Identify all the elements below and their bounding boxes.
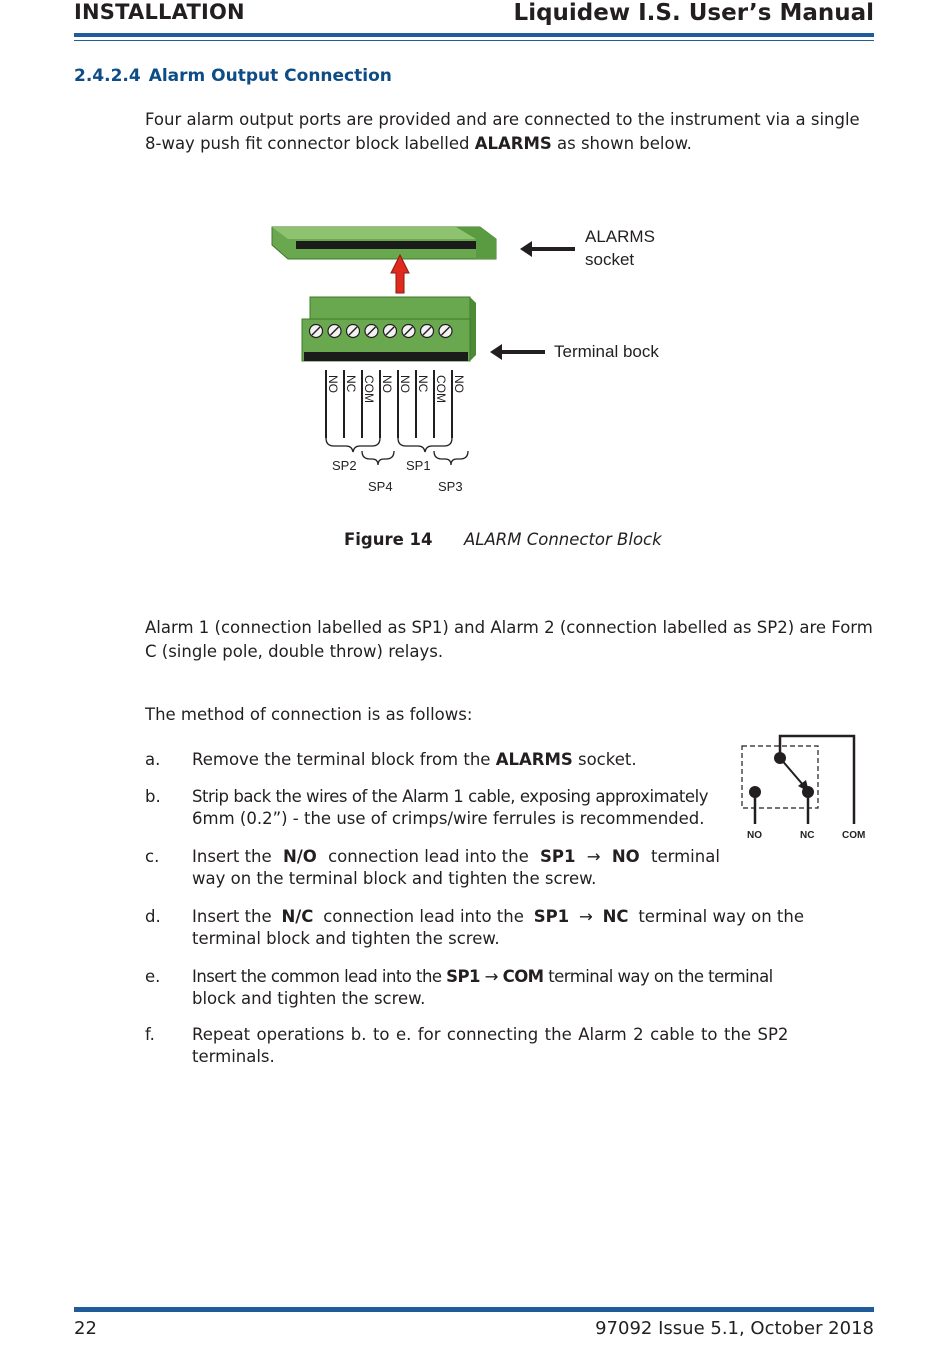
relay-label-no: NO: [747, 830, 762, 841]
terminal-label: Terminal bock: [554, 342, 659, 361]
step-c: c. Insert the N/O connection lead into the SP1 → NO terminal way on the terminal block and tighten the screw.: [145, 847, 720, 888]
figure-title: ALARM Connector Block: [464, 530, 662, 549]
pin-label: NO: [398, 375, 412, 393]
socket-pointer-arrow-icon: [520, 241, 575, 257]
section-title: Alarm Output Connection: [148, 66, 392, 86]
alarm-connector-diagram: [260, 215, 700, 510]
pin-label: NO: [326, 375, 340, 393]
relay-schematic: [730, 730, 880, 845]
terminal-pointer-arrow-icon: [490, 344, 545, 360]
group-label-sp2: SP2: [332, 458, 357, 473]
pin-labels: [326, 375, 466, 403]
step-f: f. Repeat operations b. to e. for connecting the Alarm 2 cable to the SP2 terminals.: [145, 1025, 789, 1066]
socket-label-2: socket: [585, 250, 635, 269]
socket-label-1: ALARMS: [585, 227, 655, 246]
relay-switch-arm: [780, 758, 804, 786]
figure-number: Figure 14: [344, 530, 433, 549]
insert-arrow-icon: [391, 255, 409, 293]
section-number: 2.4.2.4: [74, 66, 141, 86]
pin-label: COM: [434, 375, 448, 403]
intro-paragraph: [145, 108, 875, 156]
intro-line-1: Four alarm output ports are provided and are connected to the instrument via a single: [145, 110, 860, 129]
relay-type-line-2: C (single pole, double throw) relays.: [145, 642, 444, 661]
relay-type-paragraph: [145, 616, 875, 664]
relay-label-com: COM: [842, 830, 866, 841]
group-label-sp3: SP3: [438, 479, 463, 494]
figure-caption: [0, 530, 950, 554]
pin-label: COM: [362, 375, 376, 403]
intro-line-2: 8-way push fit connector block labelled ALARMS as shown below.: [145, 134, 692, 153]
step-d: d. Insert the N/C connection lead into the SP1 → NC terminal way on the terminal block and tighten the screw.: [145, 907, 804, 948]
group-label-sp4: SP4: [368, 479, 393, 494]
group-label-sp1: SP1: [406, 458, 431, 473]
section-heading: [74, 66, 392, 86]
method-intro: The method of connection is as follows:: [145, 705, 473, 724]
header-rule: [74, 33, 874, 37]
step-b: b. Strip back the wires of the Alarm 1 cable, exposing approximately 6mm (0.2”) - the use of crimps/wire ferrules is recommended.: [145, 787, 709, 828]
header-rule-thin: [74, 40, 874, 41]
footer-rule: [74, 1307, 874, 1312]
pin-label: NC: [416, 375, 430, 393]
document-issue: 97092 Issue 5.1, October 2018: [595, 1318, 874, 1339]
relay-type-line-1: Alarm 1 (connection labelled as SP1) and Alarm 2 (connection labelled as SP2) are Form: [145, 618, 873, 637]
pin-label: NO: [380, 375, 394, 393]
running-header-section: INSTALLATION: [74, 0, 245, 24]
step-e: e. Insert the common lead into the SP1 → COM terminal way on the terminal block and tighten the screw.: [145, 967, 773, 1008]
running-header-title: Liquidew I.S. User’s Manual: [513, 0, 874, 26]
relay-label-nc: NC: [800, 830, 815, 841]
pin-label: NO: [452, 375, 466, 393]
alarms-socket: [272, 227, 496, 259]
com-wire: [780, 736, 854, 824]
pin-label: NC: [344, 375, 358, 393]
page-number: 22: [74, 1318, 97, 1339]
